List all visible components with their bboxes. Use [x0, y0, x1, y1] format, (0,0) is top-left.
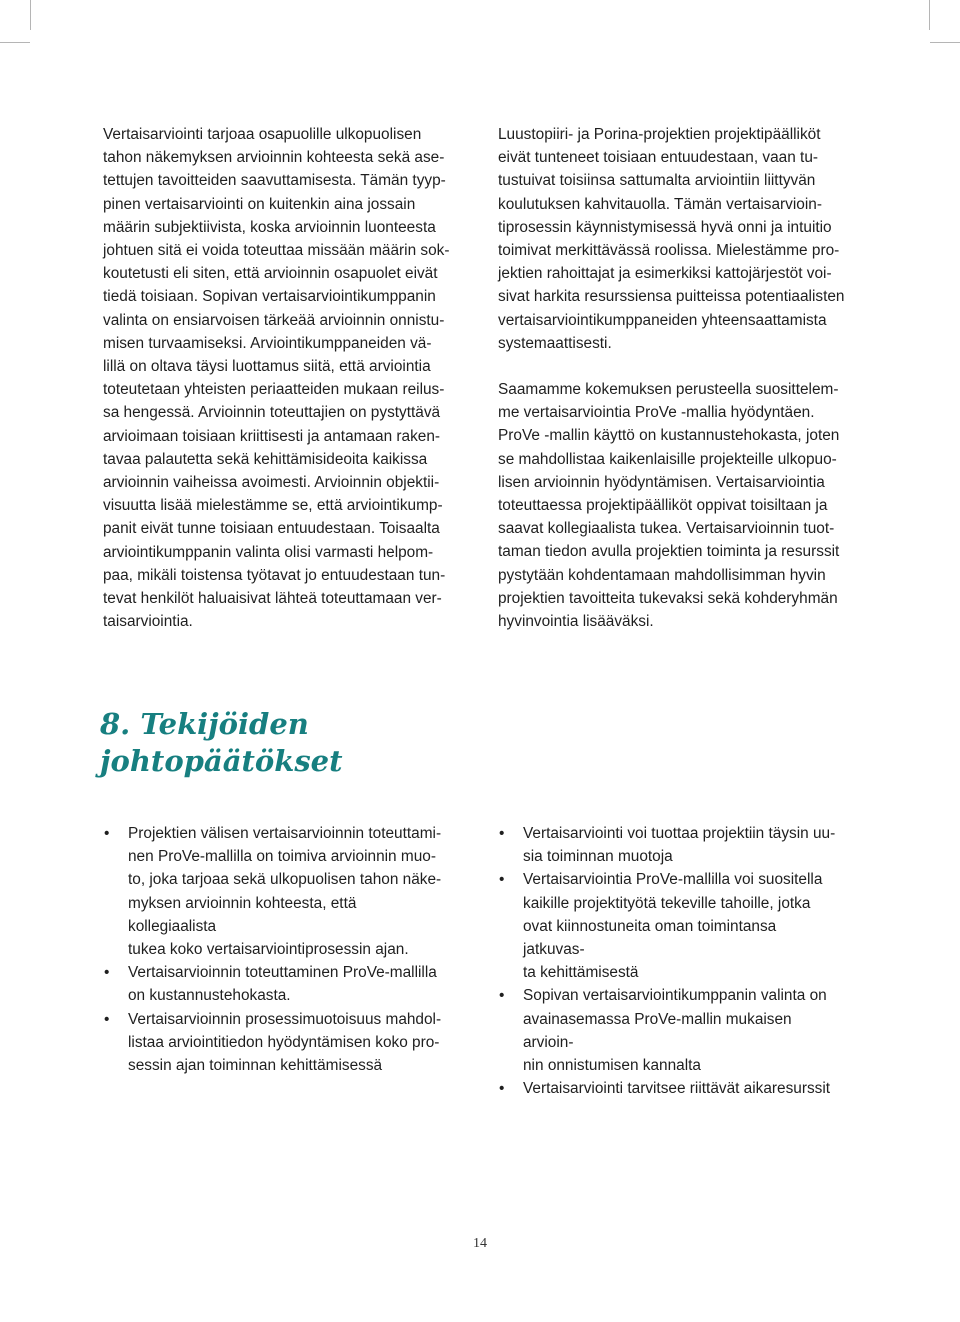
list-item-text: Vertaisarviointi tarvitsee riittävät aikaresurssit [523, 1080, 831, 1098]
body-paragraph: Luustopiiri- ja Porina-projektien projektipäälliköt eivät tunteneet toisiaan entuudestaan, vaan tu- tustuivat toisiinsa sattumalta arviointiin liittyvän koulutuksen kahvitauolla. Tämän vertaisarvioin- tiprosessin käynnistymisessä hyvä onni ja intuitio toimivat merkittävässä roolissa. Mielestämme pro- jektien rahoittajat ja esimerkiksi kattojärjestöt voi- sivat harkita resurssiensa puitteissa potentiaalisten vertaisarviointikumppaneiden yhteensaattamista systemaattisesti. [498, 126, 845, 352]
bullet-icon: • [104, 1010, 110, 1028]
list-item-text: Vertaisarvioinnin toteuttaminen ProVe-mallilla on kustannustehokasta. [128, 964, 437, 1005]
list-item [499, 984, 839, 1077]
list-item-text: Sopivan vertaisarviointikumppanin valinta on avainasemassa ProVe-mallin mukaisen arvioin- nin onnistumisen kannalta [523, 987, 827, 1075]
list-item [499, 868, 839, 984]
crop-mark-top-right-vertical [929, 0, 930, 30]
page-number: 14 [473, 1236, 487, 1251]
body-column-right [498, 123, 860, 633]
bullet-icon: • [499, 825, 505, 842]
list-item-text: Vertaisarviointia ProVe-mallilla voi suositella kaikille projektityötä tekeville tahoille, jotka ovat kiinnostuneita oman toimintansa jatkuvas- ta kehittämisestä [523, 871, 823, 982]
crop-mark-top-left-vertical [30, 0, 31, 30]
list-item [499, 1077, 839, 1100]
bullet-icon: • [499, 1080, 505, 1098]
crop-mark-top-left-horizontal [0, 42, 30, 43]
section-heading: 8. Tekijöiden johtopäätökset [100, 707, 343, 778]
bullet-icon: • [499, 871, 505, 889]
list-item [104, 822, 444, 961]
body-column-left [103, 123, 465, 633]
bullet-icon: • [104, 825, 110, 842]
list-item [104, 961, 444, 1007]
body-paragraph: Saamamme kokemuksen perusteella suosittelem- me vertaisarviointia ProVe -mallia hyödyntäen. ProVe -mallin käyttö on kustannustehokasta, joten se mahdollistaa kaikenlaisille projekteille ulkopuo- lisen arvioinnin hyödyntämisen. Vertaisarviointia toteuttaessa projektipäälliköt oppivat toisiltaan ja saavat kollegiaalista tukea. Vertaisarvioinnin tuot- taman tiedon avulla projektien toiminta ja resurssit pystytään kohdentamaan mahdollisimman hyvin projektien tavoitteita tukevaksi sekä kohderyhmän hyvinvointia lisääväksi. [498, 381, 840, 631]
list-item [104, 1008, 444, 1078]
bullet-icon: • [104, 964, 110, 982]
list-item-text: Vertaisarviointi voi tuottaa projektiin täysin uu- sia toiminnan muotoja [523, 825, 836, 866]
body-paragraph: Vertaisarviointi tarjoaa osapuolille ulkopuolisen tahon näkemyksen arvioinnin kohteesta sekä ase- tettujen tavoitteiden saavuttamisesta. Tämän tyyp- pinen vertaisarviointi on kuitenkin aina jossain määrin subjektiivista, koska arvioinnin luonteesta johtuen sitä ei voida toteuttaa missään määrin sok- koutetusti eli siten, että arvioinnin osapuolet eivät tiedä toisiaan. Sopivan vertaisarviointikumppanin valinta on ensiarvoisen tärkeää arvioinnin onnistu- misen turvaamiseksi. Arviointikumppaneiden vä- lillä on oltava täysi luottamus siitä, että arviointia toteutetaan yhteisten periaatteiden mukaan reilus- sa hengessä. Arvioinnin toteuttajien on pystyttävä arvioimaan toisiaan kriittisesti ja antamaan raken- tavaa palautetta sekä kehittämisideoita kaikissa arvioinnin vaiheissa avoimesti. Arvioinnin objektii- visuutta lisää mielestämme se, että arviointikump- panit eivät tunne toisiaan entuudestaan. Toisaalta arviointikumppanin valinta olisi varmasti helpom- paa, mikäli toistensa työtavat jo entuudestaan tun- tevat henkilöt haluaisivat lähteä toteuttamaan ver- taisarviointia. [103, 126, 450, 631]
list-item [499, 822, 839, 868]
conclusions-list-left [104, 822, 444, 1077]
list-item-text: Vertaisarvioinnin prosessimuotoisuus mahdol- listaa arviointitiedon hyödyntämisen koko pro- sessin ajan toiminnan kehittämisessä [128, 1010, 442, 1075]
bullet-icon: • [499, 987, 505, 1005]
conclusions-list-right [499, 822, 839, 1100]
list-item-text: Projektien välisen vertaisarvioinnin toteuttami- nen ProVe-mallilla on toimiva arvioinnin muo- to, joka tarjoaa sekä ulkopuolisen tahon näke- myksen arvioinnin kohteesta, että kollegiaalista tukea koko vertaisarviointiprosessin ajan. [128, 825, 442, 959]
crop-mark-top-right-horizontal [930, 42, 960, 43]
